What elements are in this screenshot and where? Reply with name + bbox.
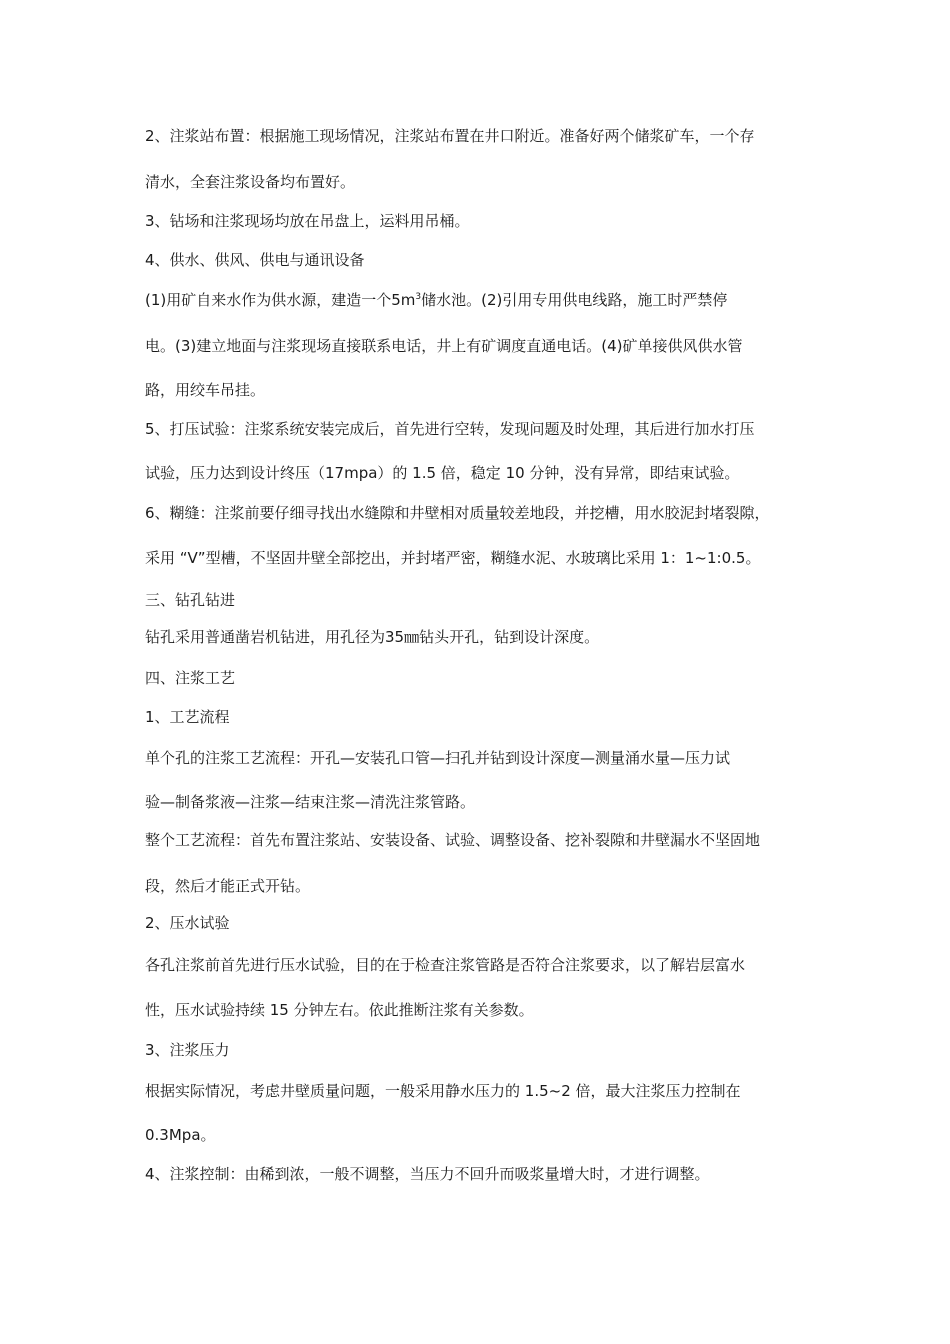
paragraph-line: 电。(3)建立地面与注浆现场直接联系电话，井上有矿调度直通电话。(4)矿单接供风供水管 <box>145 337 743 355</box>
line-part: (1)用矿自来水作为供水源，建造一个5m <box>145 291 416 309</box>
paragraph-line: 钻孔采用普通凿岩机钻进，用孔径为35㎜钻头开孔，钻到设计深度。 <box>145 628 600 646</box>
paragraph-line: 整个工艺流程：首先布置注浆站、安装设备、试验、调整设备、挖补裂隙和井壁漏水不坚固地 <box>145 831 761 849</box>
paragraph-line: 根据实际情况，考虑井壁质量问题，一般采用静水压力的 1.5~2 倍，最大注浆压力控制在 <box>145 1082 741 1100</box>
paragraph-line: 试验，压力达到设计终压（17mpa）的 1.5 倍，稳定 10 分钟，没有异常，即结束试验。 <box>145 464 740 482</box>
paragraph-line: 各孔注浆前首先进行压水试验，目的在于检查注浆管路是否符合注浆要求，以了解岩层富水 <box>145 956 746 974</box>
paragraph-line: 5、打压试验：注浆系统安装完成后，首先进行空转，发现问题及时处理，其后进行加水打压 <box>145 420 755 438</box>
paragraph-line: 4、供水、供风、供电与通讯设备 <box>145 251 365 269</box>
paragraph-line: 6、糊缝：注浆前要仔细寻找出水缝隙和井壁相对质量较差地段，并挖槽，用水胶泥封堵裂隙， <box>145 504 770 522</box>
subsection-heading: 1、工艺流程 <box>145 708 230 726</box>
superscript: 3 <box>415 292 422 302</box>
paragraph-line: 段，然后才能正式开钻。 <box>145 877 311 895</box>
subsection-heading: 3、注浆压力 <box>145 1041 230 1059</box>
section-heading: 四、注浆工艺 <box>145 669 236 687</box>
paragraph-line: 路，用绞车吊挂。 <box>145 381 266 399</box>
paragraph-line: 4、注浆控制：由稀到浓，一般不调整，当压力不回升而吸浆量增大时，才进行调整。 <box>145 1165 710 1183</box>
paragraph-line: 3、钻场和注浆现场均放在吊盘上，运料用吊桶。 <box>145 212 470 230</box>
paragraph-line: 0.3Mpa。 <box>145 1126 216 1144</box>
paragraph-line: 单个孔的注浆工艺流程：开孔—安装孔口管—扫孔并钻到设计深度—测量涌水量—压力试 <box>145 749 731 767</box>
paragraph-line <box>145 290 727 310</box>
paragraph-line: 清水，全套注浆设备均布置好。 <box>145 173 356 191</box>
line-part: 储水池。(2)引用专用供电线路，施工时严禁停 <box>421 291 728 309</box>
paragraph-line: 验—制备浆液—注浆—结束注浆—清洗注浆管路。 <box>145 793 476 811</box>
paragraph-line: 采用 “V”型槽，不坚固井壁全部挖出，并封堵严密，糊缝水泥、水玻璃比采用 1：1~1:0.5。 <box>145 549 761 567</box>
paragraph-line: 性，压水试验持续 15 分钟左右。依此推断注浆有关参数。 <box>145 1001 534 1019</box>
subsection-heading: 2、压水试验 <box>145 914 230 932</box>
paragraph-line: 2、注浆站布置：根据施工现场情况，注浆站布置在井口附近。准备好两个储浆矿车，一个存 <box>145 127 755 145</box>
section-heading: 三、钻孔钻进 <box>145 591 236 609</box>
